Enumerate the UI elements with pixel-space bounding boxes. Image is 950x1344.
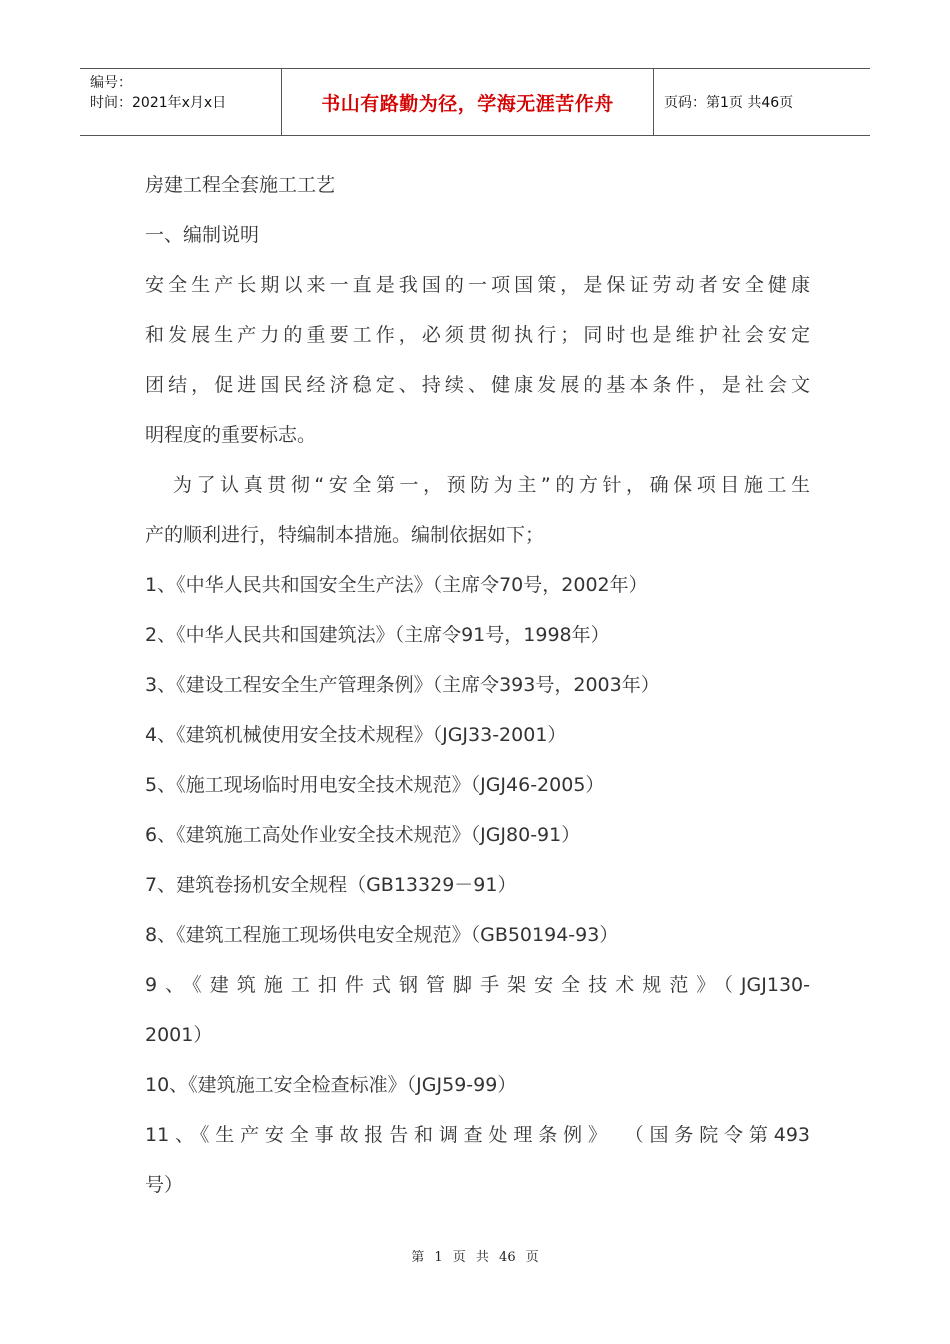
paragraph-line: 安全生产长期以来一直是我国的一项国策，是保证劳动者安全健康: [145, 274, 810, 296]
header-motto-cell: [282, 69, 654, 135]
reference-item: 4、《建筑机械使用安全技术规程》（JGJ33-2001）: [145, 724, 567, 746]
reference-item: 10、《建筑施工安全检查标准》（JGJ59-99）: [145, 1074, 517, 1096]
reference-item-continuation: 号）: [145, 1174, 184, 1196]
paragraph-line: 明程度的重要标志。: [145, 424, 317, 446]
paragraph-line: 产的顺利进行，特编制本措施。编制依据如下；: [145, 524, 545, 546]
reference-item: 9、《建筑施工扣件式钢管脚手架安全技术规范》（JGJ130-: [145, 974, 810, 996]
document-body: [145, 160, 810, 1210]
reference-item: 2、《中华人民共和国建筑法》（主席令91号，1998年）: [145, 624, 610, 646]
header-page-info: 页码：第1页 共46页: [664, 95, 794, 111]
header-motto: 书山有路勤为径，学海无涯苦作舟: [321, 92, 614, 115]
paragraph-line: 团结，促进国民经济稳定、持续、健康发展的基本条件，是社会文: [145, 374, 810, 396]
reference-item: 5、《施工现场临时用电安全技术规范》（JGJ46-2005）: [145, 774, 605, 796]
reference-item-continuation: 2001）: [145, 1024, 213, 1046]
paragraph-line: 和发展生产力的重要工作，必须贯彻执行；同时也是维护社会安定: [145, 324, 810, 346]
reference-item: 7、建筑卷扬机安全规程（GB13329－91）: [145, 874, 517, 896]
paragraph-line: 为了认真贯彻“安全第一，预防为主”的方针，确保项目施工生: [173, 474, 810, 496]
header-page-info-cell: [654, 69, 870, 135]
document-title: 房建工程全套施工工艺: [145, 174, 336, 196]
reference-item: 6、《建筑施工高处作业安全技术规范》（JGJ80-91）: [145, 824, 581, 846]
document-number-label: 编号：: [90, 75, 132, 91]
reference-item: 11、《生产安全事故报告和调查处理条例》 （国务院令第493: [145, 1124, 810, 1146]
reference-item: 8、《建筑工程施工现场供电安全规范》（GB50194-93）: [145, 924, 619, 946]
page-header: [80, 68, 870, 136]
document-date: 时间：2021年x月x日: [90, 95, 227, 111]
reference-item: 1、《中华人民共和国安全生产法》（主席令70号，2002年）: [145, 574, 648, 596]
reference-item: 3、《建设工程安全生产管理条例》（主席令393号，2003年）: [145, 674, 660, 696]
page-footer: 第 1 页 共 46 页: [411, 1250, 539, 1265]
header-left-cell: [80, 69, 282, 135]
section-heading: 一、编制说明: [145, 224, 260, 246]
